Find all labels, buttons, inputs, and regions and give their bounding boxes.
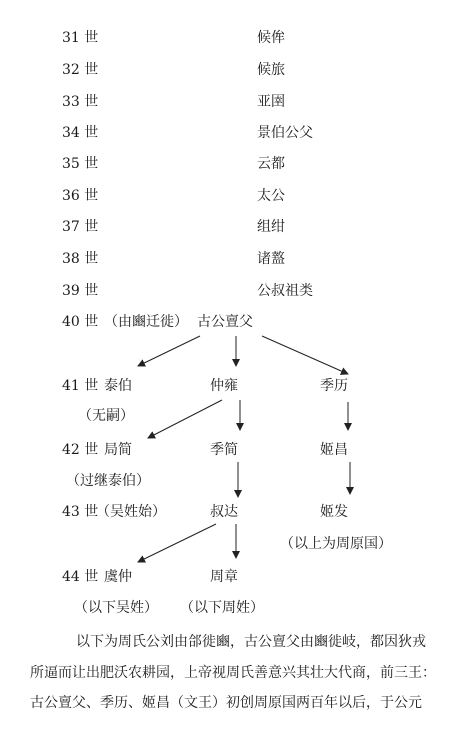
gen-44-mid-name: 周章	[210, 569, 238, 585]
gen-43-note: （吴姓始）	[96, 504, 166, 520]
generation-label: 36 世	[62, 188, 99, 204]
generation-label: 39 世	[62, 283, 99, 299]
ancestor-name: 诸盩	[257, 251, 285, 267]
gen-42-mid-name: 季简	[210, 442, 238, 458]
generation-label: 35 世	[62, 156, 99, 172]
generation-label: 33 世	[62, 94, 99, 110]
ancestor-name: 云都	[257, 156, 285, 172]
gen-41-left-name: 泰伯	[104, 378, 132, 394]
arrow-40-to-taibo	[138, 336, 200, 366]
generation-label: 32 世	[62, 62, 99, 78]
ancestor-name: 组绀	[257, 219, 285, 235]
gen-44-mid-note: （以下周姓）	[180, 600, 264, 616]
ancestor-name: 候侔	[257, 30, 285, 46]
gen-44-left-note: （以下吴姓）	[74, 600, 158, 616]
gen-42-left-name: 局简	[104, 442, 132, 458]
gen-41-label: 41 世	[62, 378, 99, 394]
paragraph-line-3: 古公亶父、季历、姬昌（文王）初创周原国两百年以后，于公元	[30, 695, 422, 711]
ancestor-name: 公叔祖类	[257, 283, 313, 299]
gen-44-left-name: 虞仲	[104, 569, 132, 585]
arrow-zhongyong-to-jujian	[148, 400, 222, 438]
ancestor-name: 景伯公父	[257, 125, 313, 141]
arrow-shuda-to-yuzhong	[138, 524, 216, 562]
gen-41-left-note: （无嗣）	[78, 408, 134, 424]
ancestor-name: 太公	[257, 188, 285, 204]
gen-41-mid-name: 仲雍	[210, 378, 238, 394]
gen-43-mid-name: 叔达	[210, 504, 238, 520]
gen-43-label: 43 世	[62, 504, 99, 520]
arrow-40-to-jili	[262, 336, 348, 374]
gen-44-label: 44 世	[62, 569, 99, 585]
paragraph-line-2: 所逼而让出肥沃农耕园，上帝视周氏善意兴其壮大代商，前三王：	[30, 665, 436, 681]
gen-43-right-name: 姬发	[320, 504, 348, 520]
gen-40-note: （由豳迁徙）	[104, 314, 188, 330]
gen-40-label: 40 世	[62, 314, 99, 330]
ancestor-name: 亚圉	[257, 94, 285, 110]
generation-label: 34 世	[62, 125, 99, 141]
gen-41-right-name: 季历	[320, 378, 348, 394]
generation-label: 31 世	[62, 30, 99, 46]
ancestor-name: 候旅	[257, 62, 285, 78]
gen-42-right-name: 姬昌	[320, 442, 348, 458]
gen-43-right-note: （以上为周原国）	[280, 536, 392, 552]
gen-42-label: 42 世	[62, 442, 99, 458]
gen-40-name: 古公亶父	[197, 314, 253, 330]
generation-label: 37 世	[62, 219, 99, 235]
paragraph-line-1: 以下为周氏公刘由郃徙豳，古公亶父由豳徙岐，都因狄戎	[76, 634, 426, 650]
gen-42-left-note: （过继泰伯）	[66, 473, 150, 489]
generation-label: 38 世	[62, 251, 99, 267]
